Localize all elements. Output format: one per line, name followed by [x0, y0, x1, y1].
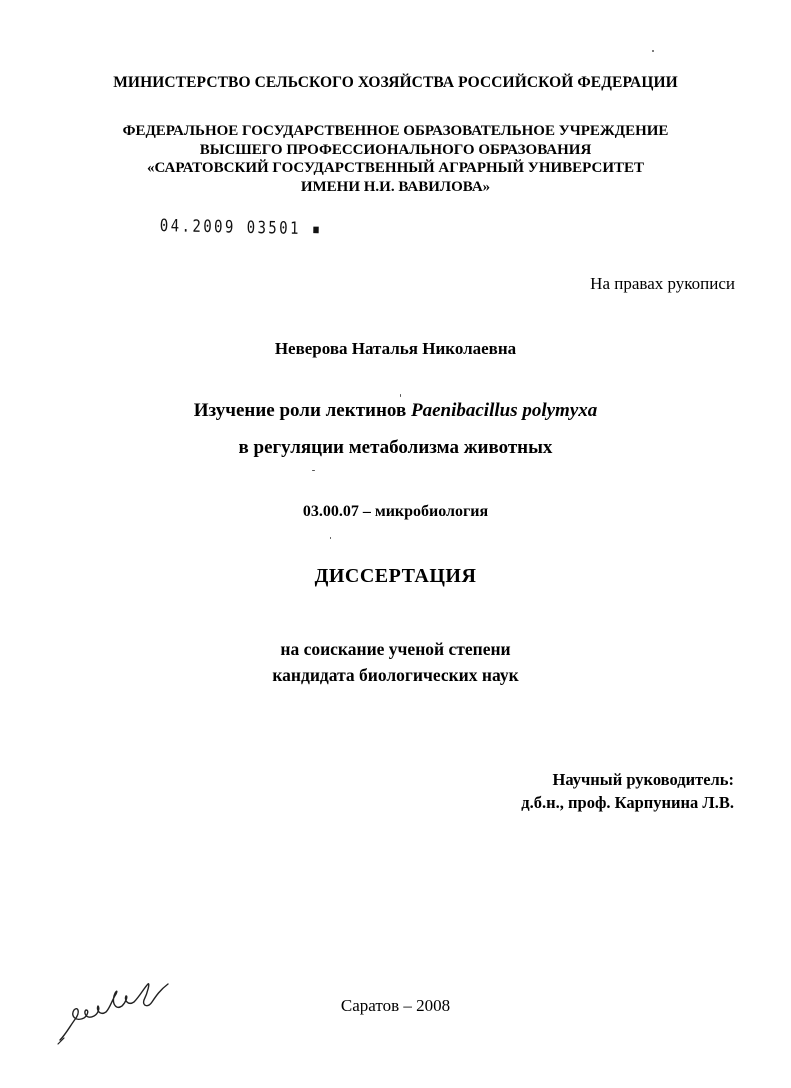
- institution-line: ИМЕНИ Н.И. ВАВИЛОВА»: [300, 178, 491, 195]
- thesis-title-line-1: [0, 400, 791, 422]
- thesis-title-line-2: в регуляции метаболизма животных: [238, 437, 553, 458]
- scan-speck: [312, 470, 315, 471]
- scan-speck: [330, 537, 331, 539]
- title-prefix: Изучение роли лектинов: [193, 400, 407, 421]
- institution-heading: [0, 122, 791, 196]
- library-stamp-number: [160, 216, 323, 239]
- ministry-heading: МИНИСТЕРСТВО СЕЛЬСКОГО ХОЗЯЙСТВА РОССИЙСКОЙ ФЕДЕРАЦИИ: [113, 74, 678, 91]
- degree-line: на соискание ученой степени: [280, 639, 511, 659]
- degree-line: кандидата биологических наук: [272, 665, 519, 685]
- advisor-block: [521, 768, 734, 814]
- title-species: Paenibacillus polymyxa: [410, 400, 598, 421]
- scan-speck: [652, 50, 654, 52]
- rights-note: На правах рукописи: [590, 274, 735, 293]
- advisor-name: д.б.н., проф. Карпунина Л.В.: [521, 793, 734, 812]
- handwritten-signature: [56, 970, 186, 1050]
- institution-line: «САРАТОВСКИЙ ГОСУДАРСТВЕННЫЙ АГРАРНЫЙ УНИВЕРСИТЕТ: [146, 160, 645, 176]
- city-year: Саратов – 2008: [340, 996, 451, 1015]
- author-name: Неверова Наталья Николаевна: [274, 339, 517, 358]
- document-type: ДИССЕРТАЦИЯ: [314, 565, 477, 587]
- institution-line: ФЕДЕРАЛЬНОЕ ГОСУДАРСТВЕННОЕ ОБРАЗОВАТЕЛЬНОЕ УЧРЕЖДЕНИЕ: [122, 123, 669, 139]
- advisor-label: Научный руководитель:: [552, 770, 734, 789]
- stamp-dash: ▪: [300, 219, 323, 240]
- institution-line: ВЫСШЕГО ПРОФЕССИОНАЛЬНОГО ОБРАЗОВАНИЯ: [199, 141, 592, 158]
- degree-statement: [0, 636, 791, 688]
- specialty-code: 03.00.07 – микробиология: [302, 503, 489, 520]
- scan-speck: [400, 394, 401, 397]
- stamp-digits: 04.2009 03501: [159, 216, 302, 239]
